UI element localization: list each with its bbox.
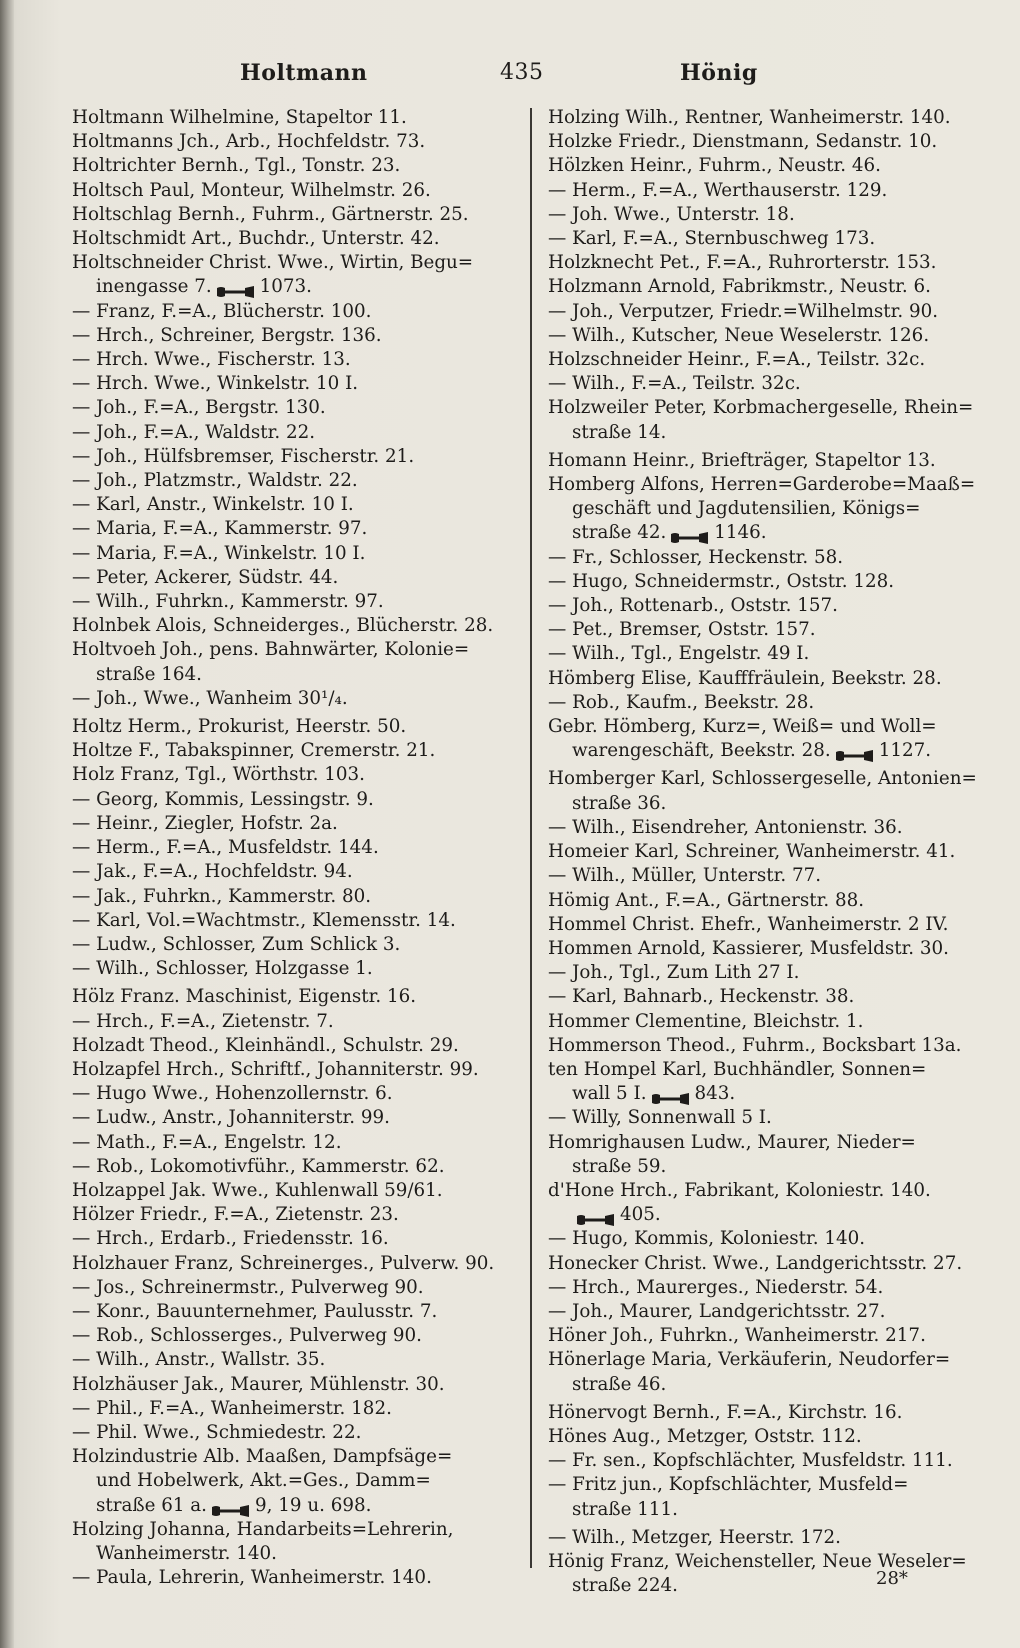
directory-entry [72,1421,516,1445]
directory-entry [548,300,984,324]
directory-entry [72,933,516,957]
directory-entry [548,179,984,203]
entry-text: warengeschäft, Beekstr. 28. [572,740,831,762]
entry-text: — Heinr., Ziegler, Hofstr. 2a. [72,812,338,834]
entry-text: — Karl, Anstr., Winkelstr. 10 I. [72,494,354,516]
entry-text: — Pet., Bremser, Oststr. 157. [548,619,816,641]
directory-entry [72,739,516,763]
entry-text: — Rob., Lokomotivführ., Kammerstr. 62. [72,1155,445,1177]
entry-text: — Willy, Sonnenwall 5 I. [548,1107,772,1129]
entry-text: Hönig Franz, Weichensteller, Neue Weseler= [548,1550,967,1572]
directory-entry [548,275,984,299]
directory-entry [72,1348,516,1372]
directory-entry [548,667,984,691]
directory-entry [72,687,516,711]
directory-entry [72,1082,516,1106]
entry-text: Gebr. Hömberg, Kurz=, Weiß= und Woll= [548,716,937,738]
directory-entry [72,1010,516,1034]
entry-text: — Wilh., Kutscher, Neue Weselerstr. 126. [548,324,930,346]
entry-text: — Math., F.=A., Engelstr. 12. [72,1131,342,1153]
entry-text: Hölzer Friedr., F.=A., Zietenstr. 23. [72,1204,399,1226]
directory-entry [548,1082,984,1106]
directory-entry [548,1449,984,1473]
entry-text: straße 46. [572,1373,667,1395]
entry-text: — Hrch., F.=A., Zietenstr. 7. [72,1010,334,1032]
directory-entry [548,767,984,791]
entry-text: — Hrch., Erdarb., Friedensstr. 16. [72,1228,389,1250]
directory-entry [548,1550,984,1574]
directory-entry [72,1058,516,1082]
directory-entry [548,1010,984,1034]
directory-entry [548,421,984,445]
directory-entry [72,179,516,203]
entry-text: inengasse 7. [96,276,212,298]
entry-text: — Joh., F.=A., Bergstr. 130. [72,397,326,419]
entry-text: — Hrch., Schreiner, Bergstr. 136. [72,324,382,346]
entry-text: — Maria, F.=A., Winkelstr. 10 I. [72,542,366,564]
directory-entry [72,421,516,445]
phone-number: 843. [694,1083,736,1105]
directory-entry [548,937,984,961]
directory-entry [72,614,516,638]
directory-entry [72,1276,516,1300]
entry-text: Hömberg Elise, Kaufffräulein, Beekstr. 28. [548,667,942,689]
directory-entry [548,1401,984,1425]
entry-text: Holzknecht Pet., F.=A., Ruhrorterstr. 153. [548,252,937,274]
entry-text: geschäft und Jagdutensilien, Königs= [572,498,921,520]
entry-text: — Ludw., Schlosser, Zum Schlick 3. [72,933,401,955]
directory-entry [548,521,984,545]
entry-text: straße 111. [572,1498,678,1520]
entry-text: — Herm., F.=A., Werthauserstr. 129. [548,179,888,201]
entry-text: Holtschlag Bernh., Fuhrm., Gärtnerstr. 25. [72,203,469,225]
directory-entry [72,324,516,348]
directory-entry [548,1373,984,1397]
entry-text: — Wilh., F.=A., Teilstr. 32c. [548,373,801,395]
phone-number: 1073. [259,276,312,298]
entry-text: — Phil., F.=A., Wanheimerstr. 182. [72,1397,392,1419]
directory-entry [72,154,516,178]
directory-entry [548,792,984,816]
entry-text: Holzschneider Heinr., F.=A., Teilstr. 32c. [548,349,926,371]
entry-text: Homrighausen Ludw., Maurer, Nieder= [548,1131,916,1153]
directory-entry [548,1131,984,1155]
entry-text: — Joh., Hülfsbremser, Fischerstr. 21. [72,445,415,467]
entry-text: Holzadt Theod., Kleinhändl., Schulstr. 29. [72,1034,459,1056]
entry-text: — Wilh., Müller, Unterstr. 77. [548,865,822,887]
phone-number: 1146. [714,522,767,544]
entry-text: Homberger Karl, Schlossergeselle, Antonien= [548,768,977,790]
directory-entry [548,203,984,227]
directory-entry [72,469,516,493]
directory-entry [548,594,984,618]
entry-text: Hönes Aug., Metzger, Oststr. 112. [548,1425,862,1447]
entry-text: — Fr. sen., Kopfschlächter, Musfeldstr. 111. [548,1450,953,1472]
entry-text: — Jak., Fuhrkn., Kammerstr. 80. [72,885,372,907]
entry-text: — Rob., Kaufm., Beekstr. 28. [548,691,815,713]
entry-text: — Joh., Rottenarb., Oststr. 157. [548,595,838,617]
directory-entry [72,1179,516,1203]
directory-entry [548,1526,984,1550]
directory-entry [548,691,984,715]
directory-entry [548,739,984,763]
entry-text: — Wilh., Fuhrkn., Kammerstr. 97. [72,591,384,613]
entry-text: — Joh., Wwe., Wanheim 30¹/₄. [72,687,348,709]
entry-text: Homann Heinr., Briefträger, Stapeltor 13. [548,449,936,471]
directory-entry [548,1203,984,1227]
entry-text: Holtze F., Tabakspinner, Cremerstr. 21. [72,740,436,762]
directory-entry [548,154,984,178]
right-column [548,106,984,1598]
directory-entry [72,493,516,517]
directory-entry [548,816,984,840]
entry-text: — Hugo Wwe., Hohenzollernstr. 6. [72,1083,393,1105]
entry-text: Holtz Herm., Prokurist, Heerstr. 50. [72,716,407,738]
directory-entry [72,203,516,227]
directory-entry [72,763,516,787]
directory-entry [548,1276,984,1300]
directory-entry [548,227,984,251]
directory-entry [548,1155,984,1179]
directory-entry [548,396,984,420]
phone-number: 405. [620,1204,661,1226]
directory-entry [72,372,516,396]
directory-entry [548,864,984,888]
entry-text: Hönerlage Maria, Verkäuferin, Neudorfer= [548,1349,951,1371]
entry-text: Hommen Arnold, Kassierer, Musfeldstr. 30. [548,937,949,959]
entry-text: straße 59. [572,1155,667,1177]
header-right-catchword: Hönig [680,60,758,86]
directory-entry [548,473,984,497]
directory-entry [548,1106,984,1130]
entry-text: — Karl, Vol.=Wachtmstr., Klemensstr. 14. [72,909,456,931]
entry-text: — Karl, Bahnarb., Heckenstr. 38. [548,986,855,1008]
entry-text: Holtrichter Bernh., Tgl., Tonstr. 23. [72,155,401,177]
entry-text: Holzweiler Peter, Korbmachergeselle, Rhein= [548,397,974,419]
telephone-icon [670,527,710,539]
telephone-icon [216,281,256,293]
entry-text: Honecker Christ. Wwe., Landgerichtsstr. 27. [548,1252,963,1274]
entry-text: Holzmann Arnold, Fabrikmstr., Neustr. 6. [548,276,931,298]
directory-entry [548,130,984,154]
directory-entry [72,1324,516,1348]
directory-entry [72,517,516,541]
phone-number: 9, 19 u. 698. [255,1494,372,1516]
entry-text: — Joh., Platzmstr., Waldstr. 22. [72,470,358,492]
directory-entry [72,1373,516,1397]
signature-mark: 28* [876,1568,908,1589]
entry-text: — Fr., Schlosser, Heckenstr. 58. [548,546,844,568]
directory-entry [72,542,516,566]
directory-entry [72,957,516,981]
entry-text: — Joh., Tgl., Zum Lith 27 I. [548,962,800,984]
directory-entry [72,885,516,909]
directory-entry [72,1469,516,1493]
entry-text: — Franz, F.=A., Blücherstr. 100. [72,300,372,322]
book-spine-shadow [0,0,14,1648]
directory-entry [548,570,984,594]
entry-text: Hölzken Heinr., Fuhrm., Neustr. 46. [548,155,881,177]
entry-text: — Jak., F.=A., Hochfeldstr. 94. [72,861,353,883]
directory-entry [72,566,516,590]
entry-text: — Joh., Verputzer, Friedr.=Wilhelmstr. 90. [548,300,939,322]
directory-entry [548,618,984,642]
entry-text: straße 224. [572,1575,678,1597]
entry-text: — Georg, Kommis, Lessingstr. 9. [72,788,374,810]
directory-entry [548,497,984,521]
entry-text: straße 164. [96,663,202,685]
entry-text: straße 36. [572,792,667,814]
entry-text: — Wilh., Eisendreher, Antonienstr. 36. [548,816,903,838]
entry-text: Holtschneider Christ. Wwe., Wirtin, Begu= [72,252,474,274]
entry-text: wall 5 I. [572,1083,647,1105]
entry-text: Wanheimerstr. 140. [96,1542,277,1564]
entry-text: — Joh. Wwe., Unterstr. 18. [548,203,795,225]
directory-entry [72,1518,516,1542]
entry-text: Holtmanns Jch., Arb., Hochfeldstr. 73. [72,131,426,153]
entry-text: Holtschmidt Art., Buchdr., Unterstr. 42. [72,228,440,250]
directory-entry [72,812,516,836]
directory-entry [72,638,516,662]
entry-text: — Hugo, Schneidermstr., Oststr. 128. [548,570,895,592]
directory-entry [72,1252,516,1276]
directory-entry [72,590,516,614]
entry-text: — Hrch. Wwe., Winkelstr. 10 I. [72,373,359,395]
entry-text: Höner Joh., Fuhrkn., Wanheimerstr. 217. [548,1325,926,1347]
entry-text: Holzhäuser Jak., Maurer, Mühlenstr. 30. [72,1373,445,1395]
directory-entry [72,396,516,420]
page-header [60,60,980,94]
directory-entry [72,1542,516,1566]
entry-text: Hommel Christ. Ehefr., Wanheimerstr. 2 IV. [548,913,949,935]
entry-text: — Phil. Wwe., Schmiedestr. 22. [72,1421,362,1443]
entry-text: straße 61 a. [96,1494,207,1516]
entry-text: Hömig Ant., F.=A., Gärtnerstr. 88. [548,889,865,911]
directory-entry [72,1300,516,1324]
directory-entry [72,130,516,154]
directory-entry [548,546,984,570]
phone-number: 1127. [878,740,932,762]
directory-entry [72,1227,516,1251]
entry-text: — Wilh., Metzger, Heerstr. 172. [548,1526,841,1548]
entry-text: — Karl, F.=A., Sternbuschweg 173. [548,228,876,250]
entry-text: Holzing Johanna, Handarbeits=Lehrerin, [72,1518,454,1540]
directory-entry [72,106,516,130]
directory-entry [548,1324,984,1348]
directory-entry [72,788,516,812]
entry-text: Holzappel Jak. Wwe., Kuhlenwall 59/61. [72,1179,443,1201]
directory-entry [72,1034,516,1058]
entry-text: — Paula, Lehrerin, Wanheimerstr. 140. [72,1567,432,1589]
entry-text: Holzke Friedr., Dienstmann, Sedanstr. 10. [548,131,938,153]
directory-entry [72,1203,516,1227]
directory-entry [548,889,984,913]
telephone-icon [651,1088,691,1100]
directory-entry [72,715,516,739]
directory-entry [72,1494,516,1518]
entry-text: Hölz Franz. Maschinist, Eigenstr. 16. [72,986,417,1008]
directory-entry [548,251,984,275]
directory-entry [72,227,516,251]
directory-entry [548,1252,984,1276]
left-column [72,106,516,1590]
entry-text: straße 42. [572,522,667,544]
entry-text: straße 14. [572,421,667,443]
directory-entry [548,1574,984,1598]
directory-entry [548,106,984,130]
directory-entry [548,1473,984,1497]
directory-entry [548,1227,984,1251]
directory-entry [548,1348,984,1372]
entry-text: — Maria, F.=A., Kammerstr. 97. [72,518,368,540]
directory-entry [72,1445,516,1469]
entry-text: Holtsch Paul, Monteur, Wilhelmstr. 26. [72,179,431,201]
directory-entry [548,1034,984,1058]
entry-text: — Peter, Ackerer, Südstr. 44. [72,566,339,588]
directory-entry [72,836,516,860]
entry-text: Holtvoeh Joh., pens. Bahnwärter, Kolonie= [72,639,470,661]
entry-text: ten Hompel Karl, Buchhändler, Sonnen= [548,1058,927,1080]
entry-text: — Fritz jun., Kopfschlächter, Musfeld= [548,1474,909,1496]
entry-text: — Wilh., Schlosser, Holzgasse 1. [72,958,373,980]
directory-entry [72,663,516,687]
directory-entry [72,1155,516,1179]
directory-entry [72,909,516,933]
directory-entry [548,1300,984,1324]
page-number: 435 [500,60,544,85]
telephone-icon [576,1209,616,1221]
entry-text: — Hrch. Wwe., Fischerstr. 13. [72,349,351,371]
directory-entry [548,1425,984,1449]
entry-text: und Hobelwerk, Akt.=Ges., Damm= [96,1470,431,1492]
directory-entry [72,1106,516,1130]
entry-text: Holz Franz, Tgl., Wörthstr. 103. [72,764,365,786]
directory-entry [72,1397,516,1421]
entry-text: Hommerson Theod., Fuhrm., Bocksbart 13a. [548,1034,962,1056]
entry-text: — Herm., F.=A., Musfeldstr. 144. [72,837,379,859]
directory-entry [548,1179,984,1203]
directory-entry [548,1058,984,1082]
entry-text: d'Hone Hrch., Fabrikant, Koloniestr. 140. [548,1179,931,1201]
entry-text: Homeier Karl, Schreiner, Wanheimerstr. 41. [548,841,956,863]
entry-text: — Hugo, Kommis, Koloniestr. 140. [548,1228,866,1250]
entry-text: — Hrch., Maurerges., Niederstr. 54. [548,1276,884,1298]
directory-entry [72,860,516,884]
telephone-icon [835,745,875,757]
directory-entry [548,1498,984,1522]
entry-text: — Rob., Schlosserges., Pulverweg 90. [72,1325,422,1347]
entry-text: Holzapfel Hrch., Schriftf., Johanniterstr. 99. [72,1058,479,1080]
entry-text: Hönervogt Bernh., F.=A., Kirchstr. 16. [548,1401,903,1423]
directory-entry [548,324,984,348]
entry-text: — Wilh., Anstr., Wallstr. 35. [72,1349,326,1371]
directory-entry [548,348,984,372]
entry-text: Homberg Alfons, Herren=Garderobe=Maaß= [548,474,976,496]
entry-text: Holnbek Alois, Schneiderges., Blücherstr. 28. [72,615,494,637]
directory-entry [548,985,984,1009]
directory-entry [548,449,984,473]
entry-text: — Joh., F.=A., Waldstr. 22. [72,421,316,443]
telephone-icon [211,1500,251,1512]
entry-text: — Konr., Bauunternehmer, Paulusstr. 7. [72,1300,438,1322]
directory-entry [72,985,516,1009]
entry-text: — Jos., Schreinermstr., Pulverweg 90. [72,1276,424,1298]
directory-entry [72,348,516,372]
directory-entry [72,1131,516,1155]
directory-entry [548,642,984,666]
entry-text: Holzhauer Franz, Schreinerges., Pulverw. 90. [72,1252,495,1274]
directory-entry [72,445,516,469]
entry-text: — Joh., Maurer, Landgerichtsstr. 27. [548,1300,886,1322]
entry-text: Holzindustrie Alb. Maaßen, Dampfsäge= [72,1446,453,1468]
entry-text: Holzing Wilh., Rentner, Wanheimerstr. 140. [548,107,951,128]
entry-text: Hommer Clementine, Bleichstr. 1. [548,1010,864,1032]
directory-entry [548,913,984,937]
directory-entry [72,300,516,324]
entry-text: Holtmann Wilhelmine, Stapeltor 11. [72,107,407,128]
entry-text: — Wilh., Tgl., Engelstr. 49 I. [548,643,810,665]
directory-entry [548,840,984,864]
directory-entry [72,275,516,299]
directory-entry [548,372,984,396]
entry-text: — Ludw., Anstr., Johanniterstr. 99. [72,1107,390,1129]
header-left-catchword: Holtmann [240,60,368,86]
directory-entry [548,961,984,985]
directory-entry [72,1566,516,1590]
column-divider [530,108,532,1568]
directory-entry [72,251,516,275]
directory-entry [548,715,984,739]
